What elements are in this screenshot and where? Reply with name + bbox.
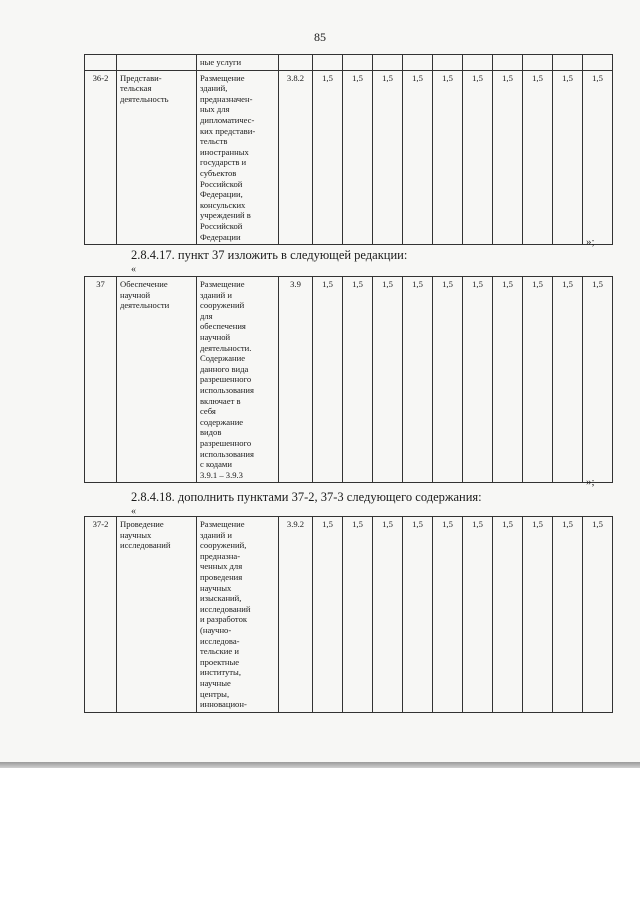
cell-blank [493,55,523,71]
row-name: Проведение научных исследований [117,517,197,713]
cell-blank [373,55,403,71]
closing-quote: »; [586,476,595,488]
cell-blank [523,55,553,71]
row-value: 1,5 [523,277,553,483]
carry-text: ные услуги [197,55,279,71]
cell-blank [279,55,313,71]
row-code: 3.9.2 [279,517,313,713]
cell-blank [85,55,117,71]
row-name: Представи- тельская деятельность [117,70,197,245]
cell-blank [553,55,583,71]
row-value: 1,5 [313,277,343,483]
table-row-carry [85,55,613,71]
closing-quote: »; [586,236,595,248]
row-description: Размещение зданий и сооружений для обеспечения научной деятельности. Содержание данного вида разрешенного использования включает в себя содержание видов разрешенного использования с кодами 3.9.1 – 3.9.3 [197,277,279,483]
cell-blank [313,55,343,71]
row-code: 3.9 [279,277,313,483]
row-id: 36-2 [85,70,117,245]
row-value: 1,5 [343,70,373,245]
row-value: 1,5 [373,517,403,713]
row-value: 1,5 [523,517,553,713]
table-row [85,277,613,483]
row-description: Размещение зданий и сооружений, предназна- ченных для проведения научных изысканий, исследований и разработок (научно- исследова- тельские и проектные институты, научные центры, инновацион- [197,517,279,713]
section-heading: 2.8.4.17. пункт 37 изложить в следующей редакции: [131,248,408,262]
row-value: 1,5 [463,70,493,245]
table-fragment-37 [84,276,613,483]
row-value: 1,5 [493,517,523,713]
table-fragment-36-2 [84,54,613,245]
row-value: 1,5 [553,517,583,713]
row-value: 1,5 [493,70,523,245]
row-id: 37-2 [85,517,117,713]
row-value: 1,5 [313,517,343,713]
row-value: 1,5 [403,70,433,245]
row-value: 1,5 [583,277,613,483]
section-heading: 2.8.4.18. дополнить пунктами 37-2, 37-3 следующего содержания: [131,490,482,504]
row-value: 1,5 [553,277,583,483]
row-value: 1,5 [373,70,403,245]
page-number: 85 [314,30,326,44]
cell-blank [403,55,433,71]
row-value: 1,5 [433,517,463,713]
cell-blank [117,55,197,71]
cell-blank [343,55,373,71]
row-value: 1,5 [463,277,493,483]
row-value: 1,5 [523,70,553,245]
row-value: 1,5 [373,277,403,483]
row-description: Размещение зданий, предназначен- ных для дипломатичес- ких представи- тельств иностранных государств и субъектов Российской Федерации, консульских учреждений в Российской Федерации [197,70,279,245]
table-row [85,70,613,245]
cell-blank [463,55,493,71]
row-value: 1,5 [343,277,373,483]
row-value: 1,5 [583,70,613,245]
row-value: 1,5 [553,70,583,245]
row-code: 3.8.2 [279,70,313,245]
row-name: Обеспечение научной деятельности [117,277,197,483]
row-value: 1,5 [313,70,343,245]
table-row [85,517,613,713]
opening-quote: « [131,506,136,517]
cell-blank [433,55,463,71]
row-value: 1,5 [343,517,373,713]
row-value: 1,5 [403,517,433,713]
scan-edge [0,762,640,768]
table-fragment-37-2 [84,516,613,713]
row-value: 1,5 [463,517,493,713]
row-value: 1,5 [493,277,523,483]
row-value: 1,5 [433,277,463,483]
cell-blank [583,55,613,71]
opening-quote: « [131,264,136,275]
row-id: 37 [85,277,117,483]
row-value: 1,5 [403,277,433,483]
row-value: 1,5 [433,70,463,245]
row-value: 1,5 [583,517,613,713]
